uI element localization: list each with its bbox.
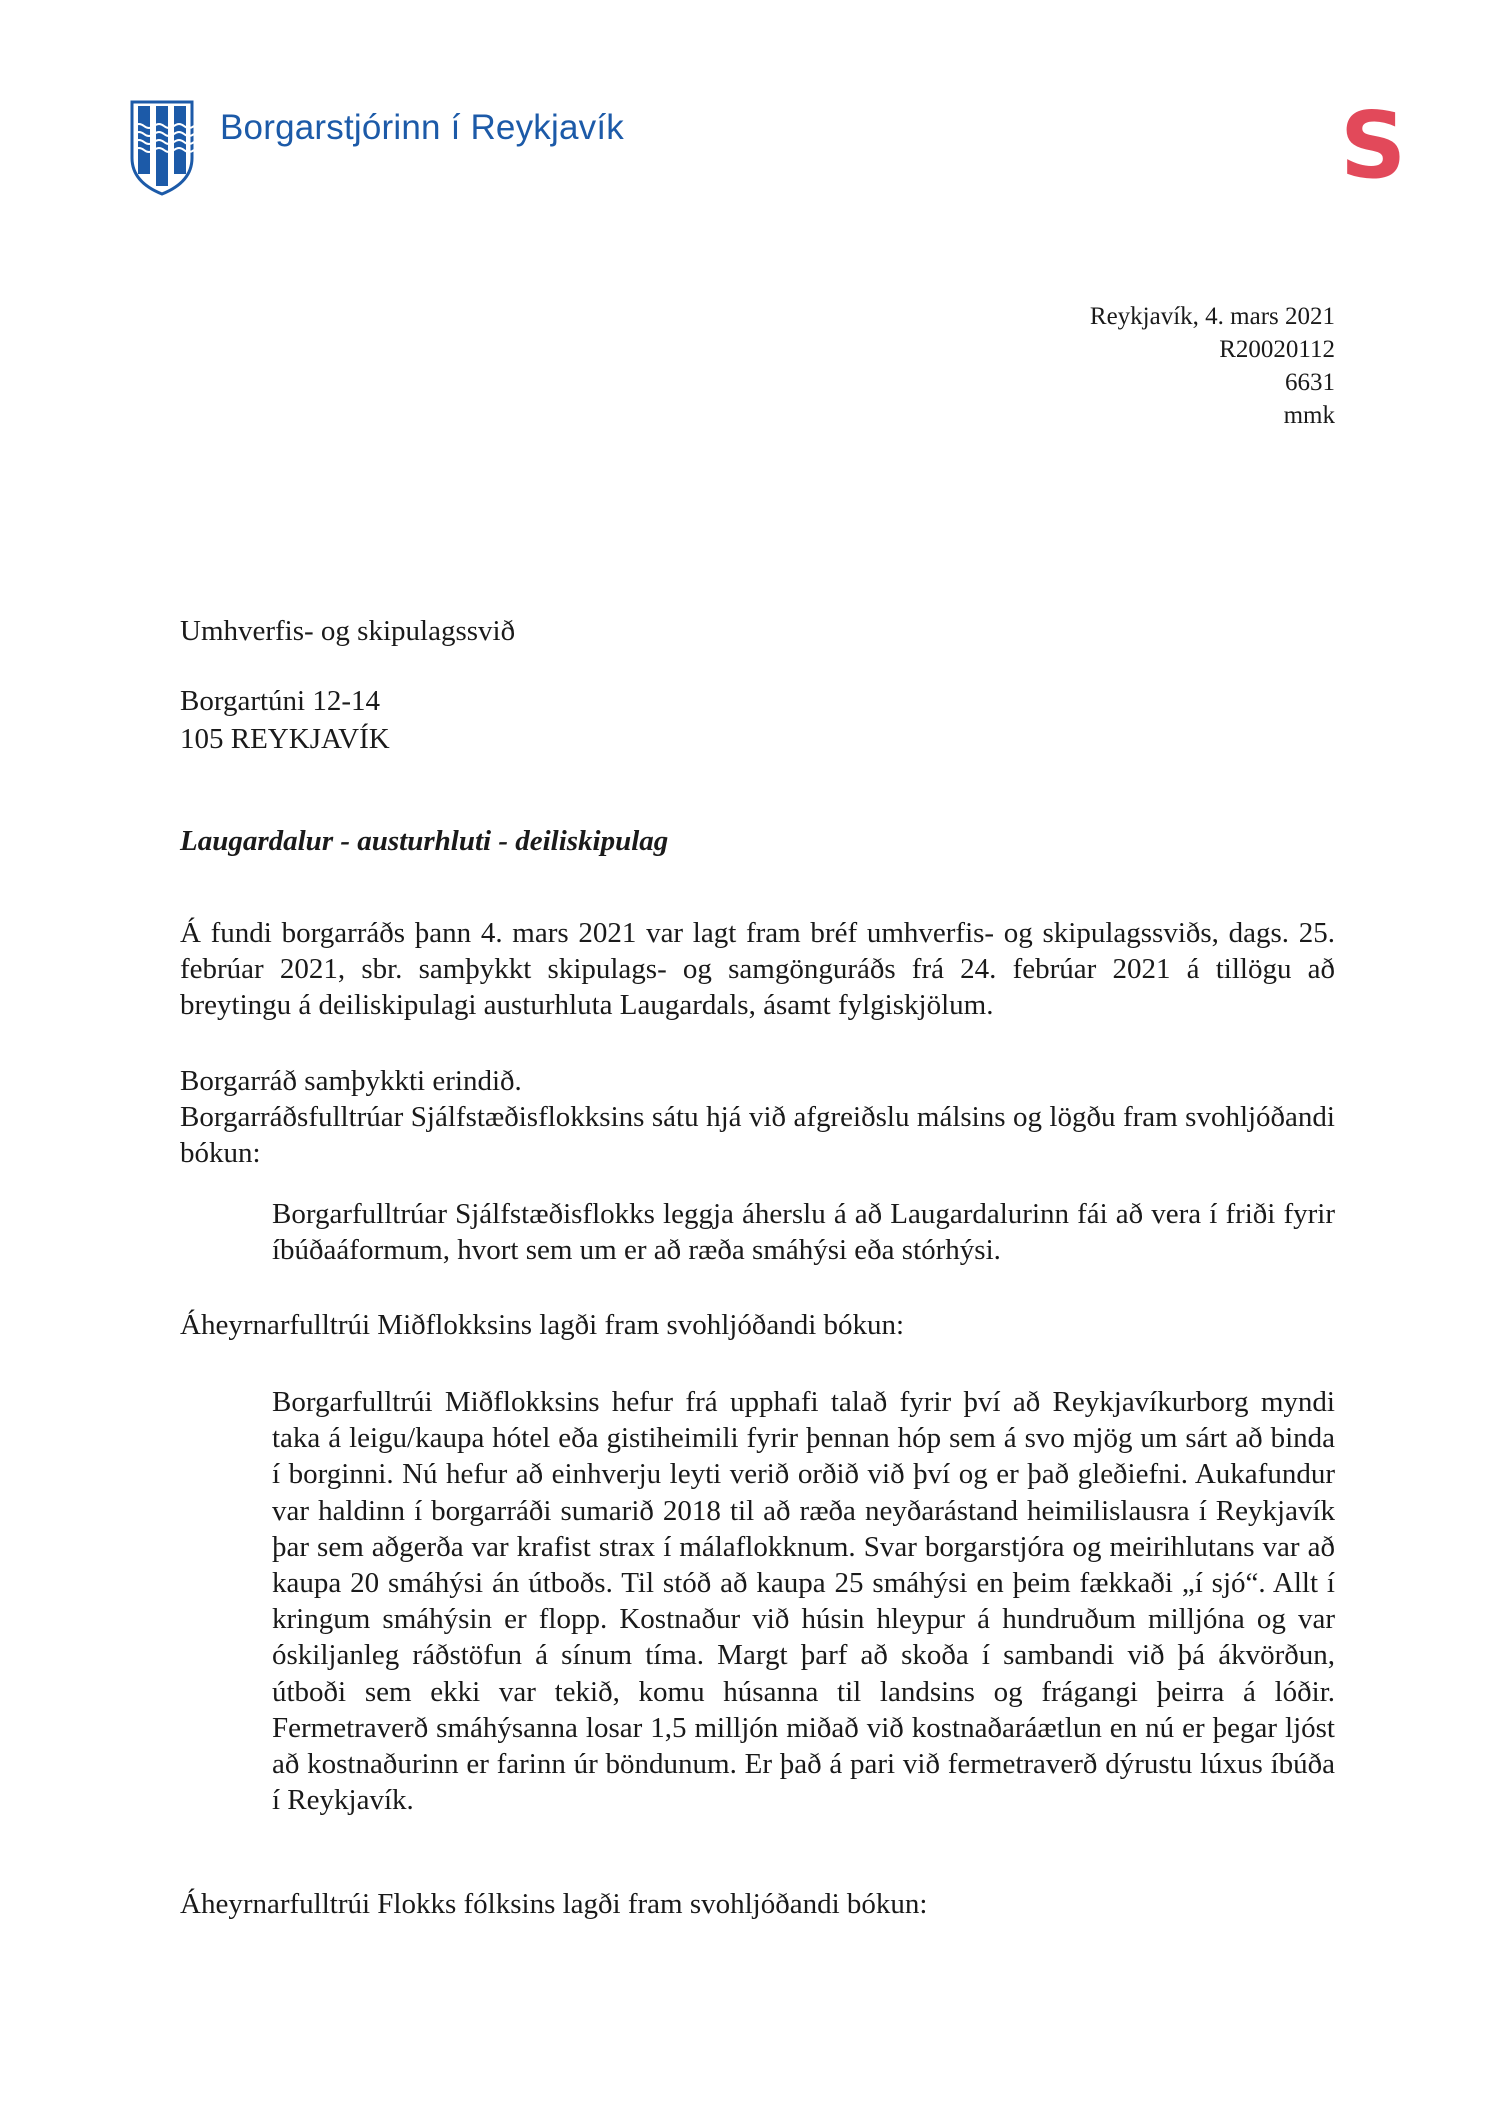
approval-statement: Borgarráð samþykkti erindið. (180, 1065, 522, 1097)
centre-party-entry: Borgarfulltrúi Miðflokksins hefur frá upphafi talað fyrir því að Reykjavíkurborg myndi taka á leigu/kaupa hótel eða gistiheimili fyrir þennan hóp sem á svo mjög um sárt að binda í borginni. Nú hefur að einhverju leyti verið orðið við því og er það gleðiefni. Aukafundur var haldinn í borgarráði sumarið 2018 til að ræða neyðarástand heimilislausra í Reykjavík þar sem aðgerða var krafist strax í málaflokknum. Svar borgarstjóra og meirihlutans var að kaupa 20 smáhýsi án útboðs. Til stóð að kaupa 25 smáhýsi en þeim fækkaði „í sjó“. Allt í kringum smáhýsin er flopp. Kostnaður við húsin hleypur á hundruðum milljóna og var óskiljanleg ráðstöfun á sínum tíma. Margt þarf að skoða í sambandi við þá ákvörðun, útboði sem ekki var tekið, komu húsanna til landsins og frágangi þeirra á lóðir. Fermetraverð smáhýsanna losar 1,5 milljón miðað við kostnaðaráætlun en nú er þegar ljóst að kostnaðurinn er farinn úr böndunum. Er það á pari við fermetraverð dýrustu lúxus íbúða í Reykjavík. (272, 1386, 1335, 1817)
independence-party-entry: Borgarfulltrúar Sjálfstæðisflokks leggja áherslu á að Laugardalurinn fái að vera í friði fyrir íbúðaáformum, hvort sem um er að ræða smáhýsi eða stórhýsi. (272, 1198, 1335, 1266)
case-number: R20020112 (1219, 336, 1335, 363)
abstention-statement: Borgarráðsfulltrúar Sjálfstæðisflokksins sátu hjá við afgreiðslu málsins og lögðu fram svohljóðandi bókun: (180, 1101, 1335, 1169)
recipient-name: Umhverfis- og skipulagssvið (180, 615, 516, 647)
s-stamp-mark: S (1340, 92, 1407, 199)
organization-name: Borgarstjórinn í Reykjavík (220, 108, 624, 147)
recipient-address (180, 682, 1335, 758)
peoples-party-intro: Áheyrnarfulltrúi Flokks fólksins lagði fram svohljóðandi bókun: (180, 1888, 928, 1920)
intro-paragraph: Á fundi borgarráðs þann 4. mars 2021 var lagt fram bréf umhverfis- og skipulagssviðs, dags. 25. febrúar 2021, sbr. samþykkt skipulags- og samgönguráðs frá 24. febrúar 2021 á tillögu að breytingu á deiliskipulagi austurhluta Laugardals, ásamt fylgiskjölum. (180, 917, 1335, 1021)
reykjavik-crest-logo (130, 100, 194, 196)
place-date: Reykjavík, 4. mars 2021 (1089, 303, 1335, 330)
subject-line: Laugardalur - austurhluti - deiliskipulag (180, 825, 669, 857)
reference-block (1090, 300, 1335, 432)
centre-party-intro: Áheyrnarfulltrúi Miðflokksins lagði fram svohljóðandi bókun: (180, 1309, 905, 1341)
author-initials: mmk (1283, 402, 1335, 429)
recipient-postal: 105 REYKJAVÍK (180, 723, 390, 755)
decision-block (180, 1063, 1335, 1171)
recipient-street: Borgartúni 12-14 (180, 685, 381, 717)
document-number: 6631 (1285, 369, 1335, 396)
